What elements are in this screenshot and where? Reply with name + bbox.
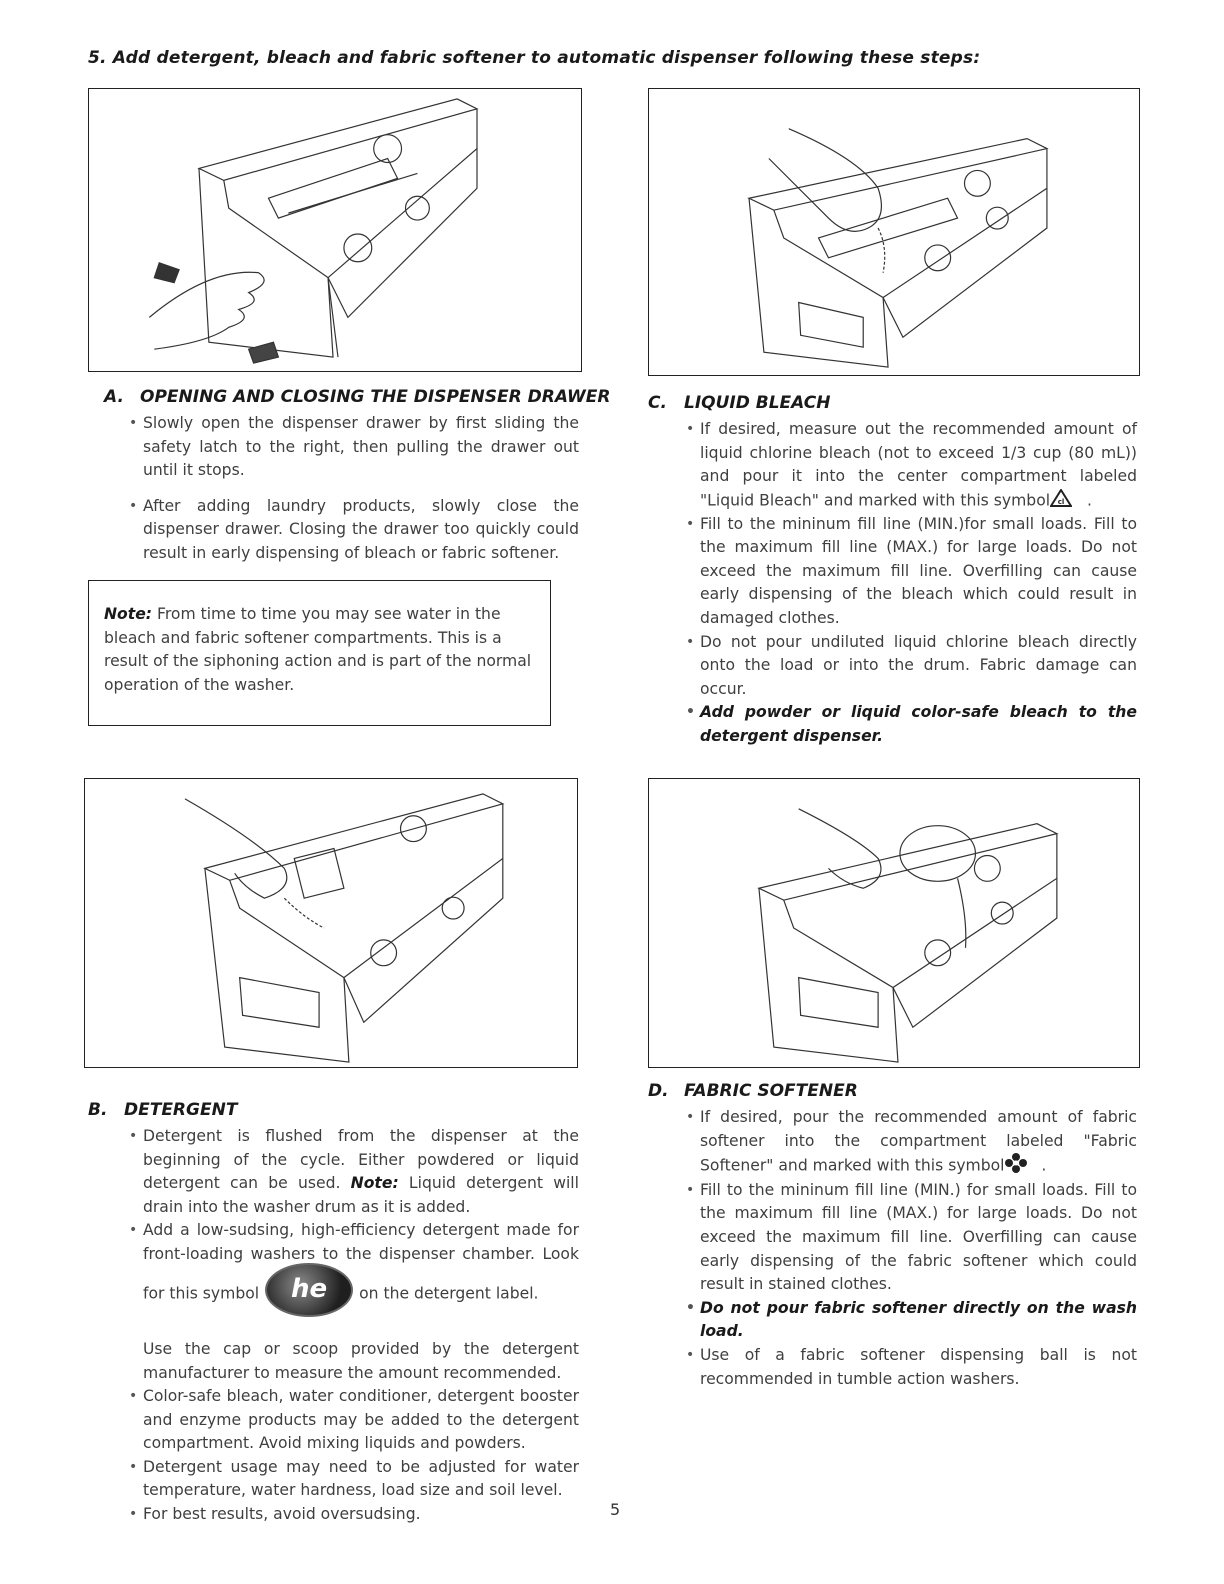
bleach-pour-illustration — [649, 89, 1139, 375]
c1-end: . — [1086, 491, 1092, 510]
b1-rest: Liquid detergent will drain into the washer drum as it is added. — [143, 1174, 579, 1216]
d1-end: . — [1041, 1156, 1047, 1175]
section-d-title-text: FABRIC SOFTENER — [684, 1081, 858, 1101]
section-b-paragraph: Use the cap or scoop provided by the detergent manufacturer to measure the amount recommended. — [143, 1340, 579, 1382]
section-b-list-top — [143, 1125, 579, 1321]
list-item: • Fill to the mininum fill line (MIN.) for small loads. Fill to the maximum fill line (MAX.) for large loads. Do not exceed the maximum fill line. Overfilling can cause early dispensing of the fabric softener which could result in stained clothes. — [700, 1179, 1137, 1297]
list-item: • After adding laundry products, slowly close the dispenser drawer. Closing the drawer too quickly could result in early dispensing of bleach or fabric softener. — [143, 495, 579, 566]
softener-pour-illustration — [649, 779, 1139, 1067]
page-number: 5 — [610, 1500, 621, 1519]
b2-rest: on the detergent label. — [359, 1284, 539, 1303]
section-c-list — [700, 418, 1137, 749]
list-item — [700, 1106, 1137, 1179]
figure-liquid-bleach — [648, 88, 1140, 376]
section-b-title-text: DETERGENT — [124, 1100, 238, 1120]
section-c-letter: C. — [648, 393, 667, 413]
section-b-title — [88, 1100, 237, 1120]
list-item: • Do not pour undiluted liquid chlorine bleach directly onto the load or into the drum. Fabric damage can occur. — [700, 631, 1137, 702]
b1-text: Detergent is flushed from the dispenser at the beginning of the cycle. Either powdered or liquid detergent can be used. — [143, 1127, 579, 1193]
note-text: From time to time you may see water in the bleach and fabric softener compartments. This is a result of the siphoning action and is part of the normal operation of the washer. — [104, 605, 532, 694]
bleach-symbol-svg — [1050, 489, 1072, 507]
list-item — [143, 1219, 579, 1320]
drawer-illustration — [89, 89, 581, 371]
page-heading: 5. Add detergent, bleach and fabric softener to automatic dispenser following these steps: — [88, 48, 981, 68]
section-b-list-bottom — [143, 1385, 579, 1527]
section-a-letter: A. — [104, 387, 124, 407]
list-item: • Color-safe bleach, water conditioner, detergent booster and enzyme products may be added to the detergent compartment. Avoid mixing liquids and powders. — [143, 1385, 579, 1456]
list-item: • For best results, avoid oversudsing. — [143, 1503, 579, 1527]
list-item: • Use of a fabric softener dispensing ball is not recommended in tumble action washers. — [700, 1344, 1137, 1391]
detergent-pour-illustration — [85, 779, 577, 1067]
section-a-title-text: OPENING AND CLOSING THE DISPENSER DRAWER — [140, 387, 611, 407]
b1-note-label: Note: — [350, 1174, 399, 1193]
list-item — [143, 1125, 579, 1219]
section-a-list — [143, 412, 579, 566]
flower-symbol-svg — [1005, 1153, 1027, 1173]
section-d-letter: D. — [648, 1081, 669, 1101]
section-c-title-text: LIQUID BLEACH — [684, 393, 831, 413]
note-label: Note: — [104, 605, 153, 623]
list-item: • Do not pour fabric softener directly on the wash load. — [700, 1297, 1137, 1344]
figure-fabric-softener — [648, 778, 1140, 1068]
section-b-letter: B. — [88, 1100, 108, 1120]
list-item: • Add powder or liquid color-safe bleach to the detergent dispenser. — [700, 701, 1137, 748]
list-item — [700, 418, 1137, 513]
d1-text: If desired, pour the recommended amount of fabric softener into the compartment labeled "Fabric Softener" and marked with this symbol — [700, 1108, 1137, 1175]
section-d-title — [648, 1081, 858, 1101]
list-item: • Slowly open the dispenser drawer by first sliding the safety latch to the right, then pulling the drawer out until it stops. — [143, 412, 579, 483]
b2-text: Add a low-sudsing, high-efficiency detergent made for front-loading washers to the dispenser chamber. Look for this symbol — [143, 1221, 579, 1303]
he-logo-icon: he — [265, 1263, 353, 1317]
c1-text: If desired, measure out the recommended amount of liquid chlorine bleach (not to exceed 1/3 cup (80 mL)) and pour it into the center compartment labeled "Liquid Bleach" and marked with this symbol — [700, 420, 1137, 510]
figure-detergent — [84, 778, 578, 1068]
flower-icon — [1005, 1153, 1027, 1179]
bleach-triangle-icon — [1050, 489, 1072, 513]
list-item: • Fill to the mininum fill line (MIN.)for small loads. Fill to the maximum fill line (MAX.) for large loads. Do not exceed the maximum fill line. Overfilling can cause early dispensing of the bleach which could result in damaged clothes. — [700, 513, 1137, 631]
svg-text:cl: cl — [1057, 497, 1065, 506]
list-item: • Detergent usage may need to be adjusted for water temperature, water hardness, load size and soil level. — [143, 1456, 579, 1503]
note-box — [88, 580, 551, 726]
figure-open-drawer — [88, 88, 582, 372]
section-c-title — [648, 393, 831, 413]
section-a-title — [104, 387, 611, 407]
section-d-list — [700, 1106, 1137, 1391]
